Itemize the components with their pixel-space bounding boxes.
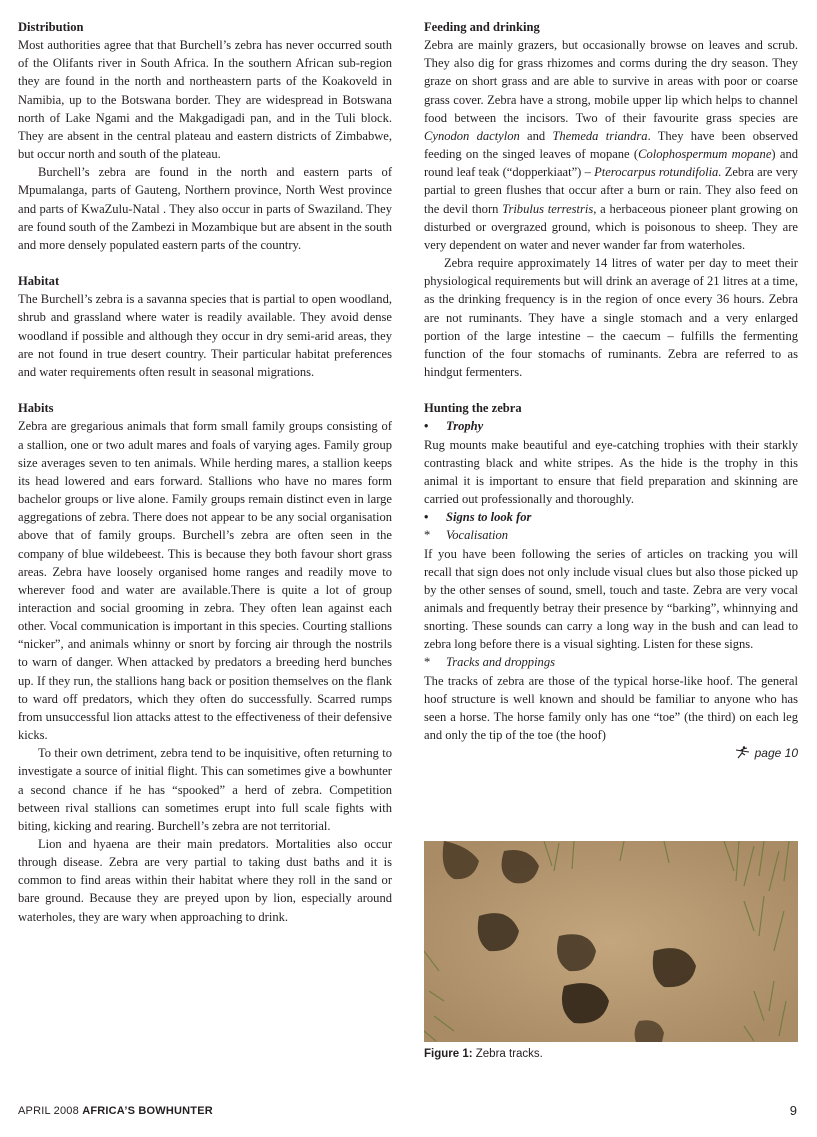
- right-column: [424, 18, 798, 762]
- habitat-heading: Habitat: [18, 274, 60, 289]
- habitat-paragraph-1: The Burchell’s zebra is a savanna species that is partial to open woodland, shrub and grassland where water is readily available. They avoid dense woodland if possible and although they occur in dry semi-arid areas, they are not found in true desert country. Their particular habitat preferences and water requirements often result in seasonal migrations.: [18, 292, 392, 379]
- habits-heading: Habits: [18, 401, 54, 416]
- trophy-subheading: • Trophy: [424, 417, 798, 435]
- page-number: 9: [789, 1103, 797, 1118]
- signs-subheading: • Signs to look for: [424, 508, 798, 526]
- asterisk-mark: *: [424, 655, 431, 670]
- feeding-paragraph-2: Zebra require approximately 14 litres of water per day to meet their physiological requirements but will drink an average of 21 litres at a time, as the drinking frequency is in the region of once every 36 hours. Zebra are not ruminants. They have a single stomach and a very enlarged portion of the large intestine – the caecum – fulfills the fermenting function of the four stomachs of ruminants. Zebra are referred to as hindgut fermenters.: [424, 256, 798, 379]
- feeding-heading: Feeding and drinking: [424, 20, 540, 34]
- bullet-mark: •: [424, 510, 429, 525]
- distribution-heading: Distribution: [18, 20, 84, 34]
- species-name: Pterocarpus rotundifolia.: [594, 165, 722, 180]
- habits-paragraph-2: To their own detriment, zebra tend to be inquisitive, often returning to investigate a source of initial flight. This can sometimes give a bowhunter a second chance if he has “spooked” a herd of zebra. Competition between rival stallions can sometimes erupt into full scale fights with biting, kicking and rearing. Burchell’s zebra are not territorial.: [18, 746, 392, 833]
- distribution-paragraph-2: Burchell’s zebra are found in the north and eastern parts of Mpumalanga, parts of Gauteng, Northern province, North West province and parts of KwaZulu-Natal . They also occur in parts of Swaziland. They are found south of the Zambezi in Mozambique but are absent in the south and more densely populated eastern parts of the country.: [18, 165, 392, 252]
- archer-icon: [735, 746, 751, 759]
- zebra-tracks-photo: [424, 841, 798, 1042]
- left-column: [18, 18, 392, 926]
- species-name: Themeda triandra: [552, 128, 648, 143]
- tracks-paragraph: The tracks of zebra are those of the typical horse-like hoof. The general hoof structure is well known and should be familiar to anyone who has seen a horse. The horse family only has one “toe” (the third) on each leg and only the tip of the toe (the hoof): [424, 673, 798, 743]
- asterisk-mark: *: [424, 528, 431, 543]
- magazine-title: AFRICA’S BOWHUNTER: [82, 1105, 213, 1117]
- species-name: Cynodon dactylon: [424, 128, 520, 143]
- trophy-paragraph: Rug mounts make beautiful and eye-catching trophies with their starkly contrasting black and white stripes. As the hide is the trophy in this animal it is important to ensure that field preparation and skinning are carried out professionally and thoroughly.: [424, 437, 798, 507]
- tracks-subheading: * Tracks and droppings: [424, 653, 798, 671]
- vocalisation-paragraph: If you have been following the series of articles on tracking you will recall that sign does not only include visual clues but also those picked up by the other senses of sound, smell, touch and taste. Zebra are very vocal animals and frequently betray their presence by “barking”, whinnying and snorting. These sounds can carry a long way in the bush and can lead to zebra long before there is a visual sighting. Listen for these signs.: [424, 546, 798, 652]
- continued-link[interactable]: [424, 744, 798, 762]
- species-name: Colophospermum mopane: [638, 147, 772, 162]
- habits-paragraph-1: Zebra are gregarious animals that form small family groups consisting of a stallion, one or two adult mares and foals of varying ages. Family group size averages seven to ten animals. While herding mares, a stallion keeps its head lowered and ears forward. Stallions who have no mares form bachelor groups or live alone. Family groups remain distinct even in large aggregations of zebra. There does not appear to be any social organisation above that of family groups. Burchell’s zebra are often seen in the company of blue wildebeest. This is because they both favour short grass areas. Zebra have loosely organised home ranges and readily move to wherever food and water are available.There is quite a lot of group interaction and social grooming in zebra. They often lean against each other. Vocal communication is important in this species. Courting stallions “nicker”, and animals whinny or snort by forcing air through the nostrils to warn of danger. When attacked by predators a breeding herd bunches up. If they run, the stallions hang back or position themselves on the flank to ward off predators, which they often do successfully. Scarred rumps from unsuccessful lion attacks attest to the effectiveness of their defensive kicks.: [18, 419, 392, 743]
- continued-text: page 10: [754, 746, 798, 761]
- bullet-mark: •: [424, 419, 429, 434]
- feeding-paragraph-1: Zebra are mainly grazers, but occasionally browse on leaves and scrub. They also dig for grass rhizomes and corms during the dry season. They graze on short grass and are able to survive in areas with poor or coarse grass cover. Zebra have a strong, mobile upper lip which helps to channel food between the incisors. Two of their favourite grass species are Cynodon dactylon and Themeda triandra. They have been observed feeding on the singed leaves of mopane (Colophospermum mopane) and round leaf teak (“dopperkiaat”) – Pterocarpus rotundifolia. Zebra are very partial to green flushes that occur after a burn or rain. They also feed on the devil thorn Tribulus terrestris, a herbaceous pioneer plant growing on disturbed or overgrazed ground, which is poisonous to sheep. They are very dependent on water and never wander far from waterholes.: [424, 38, 799, 252]
- hunting-heading: Hunting the zebra: [424, 401, 522, 416]
- species-name: Tribulus terrestris: [502, 201, 594, 216]
- figure-caption: Figure 1: Zebra tracks.: [424, 1048, 543, 1060]
- footer-issue: APRIL 2008 AFRICA’S BOWHUNTER: [18, 1105, 213, 1117]
- habits-paragraph-3: Lion and hyaena are their main predators. Mortalities also occur through disease. Zebra are very partial to taking dust baths and it is common to find areas within their habitat where they roll in the sand or bare ground. Because they are preyed upon by lion, especially around waterholes, they are wary when approaching to drink.: [18, 837, 392, 924]
- vocalisation-subheading: * Vocalisation: [424, 526, 798, 544]
- distribution-paragraph-1: Most authorities agree that that Burchell’s zebra has never occurred south of the Olifants river in South Africa. In the southern African sub-region they are found in the north and northeastern parts of the Koakoveld in Namibia, up to the Botswana border. They are widespread in Botswana north of Lake Ngami and the Makgadigadi pan, and in the Tuli block. They are absent in the central plateau and eastern districts of Zimbabwe, but occur north and south of the plateau.: [18, 38, 392, 162]
